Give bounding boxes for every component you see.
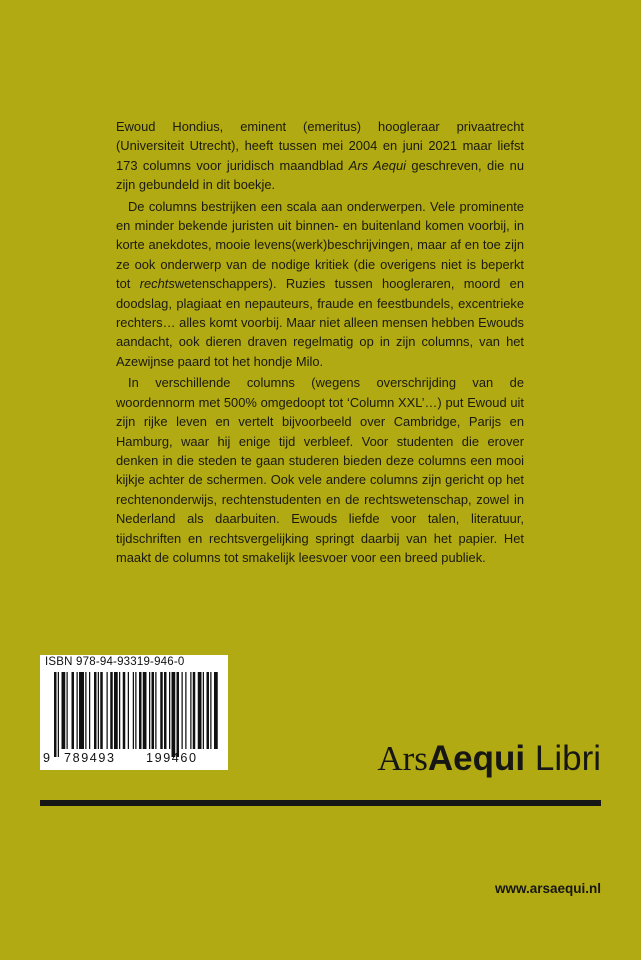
barcode-bar <box>190 672 191 749</box>
journal-title: Ars Aequi <box>348 157 406 173</box>
barcode-bar <box>169 672 170 749</box>
barcode-bar <box>128 672 129 749</box>
barcode-bar <box>210 672 211 749</box>
barcode-bar <box>133 672 134 749</box>
isbn-digits-left: 789493 <box>64 751 116 765</box>
barcode-bar <box>85 672 86 749</box>
isbn-digit-first: 9 <box>43 751 51 765</box>
barcode-bar <box>77 672 78 749</box>
publisher-website: www.arsaequi.nl <box>494 881 601 896</box>
barcode-bar <box>139 672 142 749</box>
barcode-bar <box>155 672 156 749</box>
barcode-bar <box>62 672 66 749</box>
barcode-bar <box>79 672 84 749</box>
divider-rule <box>40 800 601 806</box>
barcode-bar <box>185 672 186 749</box>
barcode-bar <box>177 672 180 757</box>
barcode-bar <box>172 672 176 757</box>
blurb-paragraph-1: Ewoud Hondius, eminent (emeritus) hoogleraar privaatrecht (Universiteit Utrecht), heeft tussen mei 2004 en juni 2021 maar liefst 173 columns voor juridisch maandblad Ars Aequi geschreven, die nu zijn gebundeld in dit boekje. <box>116 119 524 193</box>
barcode-bar <box>72 672 75 749</box>
barcode-bar <box>58 672 59 757</box>
publisher-logo: ArsAequi Libri <box>377 739 601 778</box>
barcode-bar <box>100 672 103 749</box>
barcode-bar <box>54 672 57 757</box>
barcode-bar <box>160 672 163 749</box>
barcode-bar <box>67 672 68 749</box>
isbn-barcode <box>40 655 228 770</box>
barcode-bar <box>143 672 147 749</box>
blurb-paragraph-2: De columns bestrijken een scala aan onderwerpen. Vele prominente en minder bekende juristen uit binnen- en buitenland komen voorbij, in korte anekdotes, mooie levens(werk)beschrijvingen, maar af en toe zijn ze ook onderwerp van de nodige kritiek (die overigens niet is beperkt tot rechtswetenschappers). Ruzies tussen hoogleraren, moord en doodslag, plagiaat en nepauteurs, fraude en feestbundels, excentrieke rechters… alles komt voorbij. Maar niet alleen mensen hebben Ewouds aandacht, ook dieren draven regelmatig op in zijn columns, van het Azewijnse paard tot het hondje Milo. <box>116 198 525 369</box>
barcode-bar <box>94 672 97 749</box>
barcode-bar <box>107 672 108 749</box>
barcode-bar <box>110 672 113 749</box>
barcode-bar <box>123 672 126 749</box>
isbn-label: ISBN 978-94-93319-946-0 <box>45 656 185 668</box>
barcode-bar <box>149 672 150 749</box>
barcode-bar <box>193 672 196 749</box>
isbn-digits-right: 199460 <box>146 751 198 765</box>
back-cover-blurb <box>116 117 524 567</box>
blurb-paragraph-3: In verschillende columns (wegens overschrijding van de woordennorm met 500% omgedoopt tot ‘Column XXL’…) put Ewoud uit zijn rijke leven en vertelt bijvoorbeeld over Cambridge, Parijs en Hamburg, waar hij enige tijd verbleef. Voor studenten die erover denken in die steden te gaan studeren bieden deze columns een mooi kijkje achter de schermen. Ook vele andere columns zijn gericht op het rechtenonderwijs, rechtenstudenten en de rechtswetenschap, zowel in Nederland als daarbuiten. Ewouds liefde voor talen, literatuur, tijdschriften en rechtsvergelijking springt daarbij van het papier. Het maakt de columns tot smakelijk leesvoer voor een breed publiek. <box>116 375 524 565</box>
barcode-bar <box>135 672 136 749</box>
barcode-bar <box>98 672 99 749</box>
barcode-bar <box>182 672 183 749</box>
barcode-bar <box>164 672 167 749</box>
barcode-bar <box>198 672 202 749</box>
barcode-bar <box>119 672 120 749</box>
barcode-bar <box>89 672 90 749</box>
barcode-bar <box>214 672 218 749</box>
barcode-bar <box>203 672 204 749</box>
barcode-bar <box>207 672 210 749</box>
barcode-bar <box>114 672 118 749</box>
barcode-bar <box>152 672 155 749</box>
